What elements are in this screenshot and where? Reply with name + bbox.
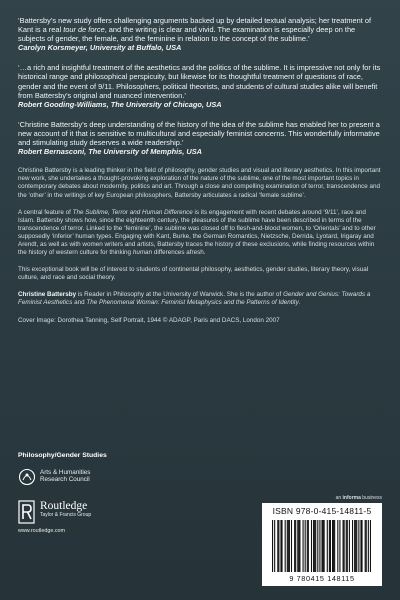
barcode-bar <box>285 520 286 572</box>
barcode-bar <box>360 520 361 572</box>
barcode-bar <box>297 520 298 572</box>
barcode-bar <box>352 520 353 572</box>
barcode-bar <box>291 520 292 572</box>
quote-source: Robert Gooding-Williams, The University of Chicago, USA <box>18 99 222 109</box>
barcode-bar <box>321 520 322 572</box>
barcode-bar <box>349 520 350 572</box>
barcode-bar <box>299 520 300 572</box>
description-paragraph: Christine Battersby is a leading thinker in the field of philosophy, gender studies and visual and literary aesthetics. In this important new work, she undertakes a thought-provoking exploration of the nature of the sublime, one of the most important topics in contemporary debates about modernity, politics and art. Through a close and compelling examination of terror, transcendence and the ‘other’ in the writings of key European philosophers, Battersby articulates a radical ‘female sublime’. <box>18 167 381 199</box>
barcode-bar <box>315 520 316 572</box>
barcode-bar <box>305 520 306 572</box>
barcode-bar <box>280 520 281 572</box>
endorsement-quote <box>18 16 384 52</box>
isbn-number: ISBN 978-0-415-14811-5 <box>272 506 372 516</box>
endorsement-quote <box>18 120 384 156</box>
barcode-bar <box>324 520 325 572</box>
barcode-bar <box>313 520 314 572</box>
publisher-url: www.routledge.com <box>18 528 66 534</box>
barcode-bar <box>287 520 288 572</box>
barcode-bar <box>303 520 304 572</box>
barcode-bar <box>323 520 324 572</box>
barcode-bar <box>317 520 318 572</box>
barcode-bar <box>288 520 289 572</box>
description-paragraph: This exceptional book will be of interest to students of continental philosophy, aesthetics, gender studies, literary theory, visual culture, and race and social theory. <box>18 266 369 282</box>
barcode-bar <box>346 520 347 572</box>
barcode-bar <box>294 520 295 572</box>
author-bio: Christine Battersby is Reader in Philosophy at the University of Warwick. She is the author of Gender and Genius: Towards a Feminist Aesthetics and The Phenomenal Woman: Feminist Metaphysics and the Patterns of Identity. <box>18 291 371 307</box>
barcode-bar <box>356 520 357 572</box>
barcode-bar <box>370 520 371 572</box>
barcode-bar <box>274 520 275 572</box>
routledge-r-icon <box>18 500 36 524</box>
quote-source: Carolyn Korsmeyer, University at Buffalo, USA <box>18 43 182 53</box>
barcode-bar <box>332 520 333 572</box>
barcode-bar <box>308 520 309 572</box>
barcode-bars <box>272 520 372 572</box>
endorsement-quote <box>18 63 384 108</box>
barcode-bar <box>314 520 315 572</box>
barcode-bar <box>365 520 366 572</box>
barcode-bar <box>354 520 355 572</box>
barcode-bar <box>361 520 362 572</box>
ahrc-emblem-icon <box>18 468 36 486</box>
barcode-bar <box>333 520 334 572</box>
ahrc-name: Arts & Humanities Research Council <box>40 469 91 484</box>
quote-text: ‘…a rich and insightful treatment of the aesthetics and the politics of the sublime. It is impressive not only for its historical range and philosophical perspicuity, but likewise for its thoughtful treatment of questions of race, gender and the event of 9/11. Philosophers, political theorists, and students of cultural studies alike will benefit from Battersby’s original and nuanced intervention.’ <box>18 63 381 100</box>
barcode-bar <box>339 520 340 572</box>
publisher-logo <box>18 500 178 534</box>
barcode-bar <box>295 520 296 572</box>
book-description <box>18 167 384 324</box>
isbn-barcode <box>262 503 382 586</box>
author-name: Christine Battersby <box>18 291 77 299</box>
barcode-digits: 9 780415 148115 <box>289 574 355 583</box>
barcode-bar <box>278 520 279 572</box>
ahrc-logo <box>18 468 168 492</box>
barcode-bar <box>307 520 308 572</box>
barcode-bar <box>343 520 344 572</box>
barcode-bar <box>337 520 338 572</box>
barcode-bar <box>311 520 312 572</box>
barcode-bar <box>368 520 369 572</box>
quote-source: Robert Bernasconi, The University of Memphis, USA <box>18 147 202 157</box>
barcode-bar <box>355 520 356 572</box>
barcode-bar <box>289 520 290 572</box>
barcode-bar <box>319 520 320 572</box>
barcode-bar <box>366 520 367 572</box>
quote-text: ‘Battersby’s new study offers challenging arguments backed up by detailed textual analysis; her treatment of Kant is a real tour de force, and the writing is clear and vivid. The examination is especially deep on the subjects of gender, the female, and the feminine in relation to the concept of the sublime.’ <box>18 16 372 44</box>
barcode-bar <box>277 520 278 572</box>
informa-tagline: an informa business <box>335 495 382 501</box>
quote-text: ‘Christine Battersby’s deep understanding of the history of the idea of the sublime has enabled her to present a new account of it that is sensitive to multicultural and especially feminist concerns. This wonderfully informative and stimulating study deserves a wide readership.’ <box>18 119 380 148</box>
barcode-bar <box>272 520 273 572</box>
barcode-bar <box>344 520 345 572</box>
barcode-bar <box>334 520 335 572</box>
description-paragraph: A central feature of The Sublime, Terror and Human Difference is its engagement with recent debates around ‘9/11’, race and Islam. Battersby shows how, since the eighteenth century, the pleasures of the sublime have been described in terms of the transcendence of terror. Linked to the ‘feminine’, the sublime was closed off to flesh-and-blood women, to ‘Orientals’ and to other supposedly ‘inferior’ human types. Engaging with Kant, Burke, the German Romantics, Nietzsche, Derrida, Lyotard, Irigaray and Arendt, as well as with women writers and artists, Battersby traces the history of these exclusions, while finding resources within the history of western culture for thinking human differences afresh. <box>18 208 376 257</box>
publisher-name: Routledge <box>40 500 88 512</box>
barcode-bar <box>327 520 328 572</box>
publisher-group: Taylor & Francis Group <box>40 512 92 518</box>
cover-text-block <box>18 16 384 325</box>
barcode-bar <box>358 520 359 572</box>
barcode-bar <box>347 520 348 572</box>
barcode-bar <box>329 520 330 572</box>
barcode-bar <box>298 520 299 572</box>
subject-category: Philosophy/Gender Studies <box>18 452 107 459</box>
cover-image-credit: Cover Image: Dorothea Tanning, Self Portrait, 1944 © ADAGP, Paris and DACS, London 2007 <box>18 316 280 324</box>
barcode-bar <box>281 520 282 572</box>
barcode-bar <box>330 520 331 572</box>
